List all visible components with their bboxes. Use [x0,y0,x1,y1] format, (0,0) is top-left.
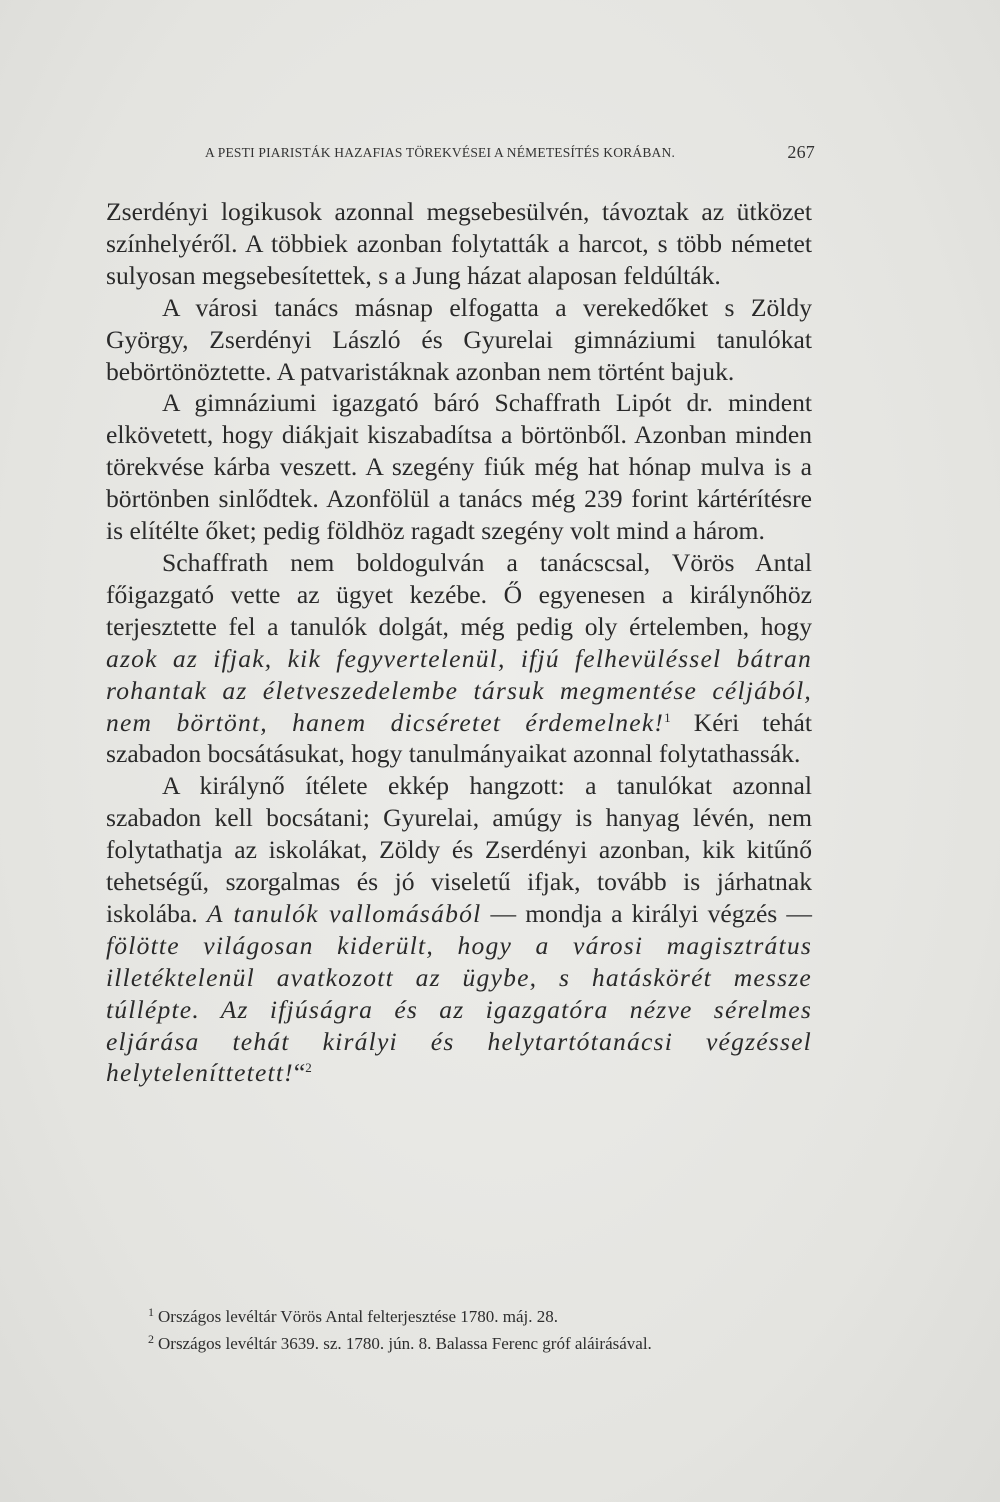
footnote-mark-2: 2 [148,1332,154,1346]
paragraph-1: Zserdényi logikusok azonnal megsebesülvén, távoztak az ütközet színhelyéről. A többiek azonban folytatták a harcot, s több németet sulyosan megsebesítettek, s a Jung házat alaposan feldúlták. [106,197,812,290]
footnote-2 [148,1330,818,1357]
footnote-text-2: Országos levéltár 3639. sz. 1780. jún. 8. Balassa Ferenc gróf aláirásával. [158,1334,652,1353]
body-text [106,196,812,1089]
paragraph-3: A gimnáziumi igazgató báró Schaffrath Lipót dr. mindent elkövetett, hogy diákjait kiszabadítsa a börtönből. Azonban minden törekvése kárba veszett. A szegény fiúk még hat hónap mulva is a börtönben sinlődtek. Azonfölül a tanács még 239 forint kártérítésre is elítélte őket; pedig földhöz ragadt szegény volt mind a három. [106,388,812,546]
paragraph-2: A városi tanács másnap elfogatta a verekedőket s Zöldy György, Zserdényi László és Gyurelai gimnáziumi tanulókat bebörtönöztette. A patvaristáknak azonban nem történt bajuk. [106,292,812,386]
paragraph-5 [106,770,812,1089]
paragraph-5-text-c: — mondja a királyi végzés — [481,898,812,928]
footnote-ref-2: 2 [305,1060,312,1076]
paragraph-5-text-a: A királynő ítélete ekkép hangzott: a tanulókat azonnal szabadon kell bocsátani; Gyurelai, amúgy is hanyag lévén, nem folytathatja az iskolákat, Zöldy és Zserdényi azonban, kik kitűnő tehetségű, szorgalmas és jó viseletű ifjak, tovább is járhatnak iskolába. [106,771,812,928]
footnote-ref-1: 1 [664,709,671,725]
closing-quote-mark: “ [293,1058,306,1088]
footnotes [148,1303,818,1357]
paragraph-4-text-c: Kéri tehát szabadon bocsátásukat, hogy tanulmányaikat azonnal folytathassák. [106,707,812,769]
page-number: 267 [787,142,815,162]
running-header [205,142,815,162]
footnote-1 [148,1303,818,1330]
paragraph-4-text-a: Schaffrath nem boldogulván a tanácscsal, Vörös Antal főigazgató vette az ügyet kezébe. Ő egyenesen a királynőhöz terjesztette fel a tanulók dolgát, még pedig oly értelemben, hogy [106,547,812,641]
paragraph-5-italic-d: fölötte világosan kiderült, hogy a városi magisztrátus illetéktelenül avatkozott az ügybe, s hatáskörét messze túllépte. Az ifjúságra és az igazgatóra nézve sérelmes eljárása tehát királyi és helytartótanácsi végzéssel helyteleníttetett! [106,930,812,1088]
paragraph-4 [106,547,812,770]
footnote-mark-1: 1 [148,1305,154,1319]
footnote-text-1: Országos levéltár Vörös Antal felterjesztése 1780. máj. 28. [158,1307,559,1326]
paragraph-4-quote-italic: azok az ifjak, kik fegyvertelenül, ifjú felhevüléssel bátran rohantak az életveszedelembe társuk megmentése céljából, nem börtönt, hanem dicséretet érdemelnek! [106,643,812,737]
paragraph-5-italic-b: A tanulók vallomásából [206,898,482,928]
running-title: A PESTI PIARISTÁK HAZAFIAS TÖREKVÉSEI A NÉMETESÍTÉS KORÁBAN. [205,145,676,160]
